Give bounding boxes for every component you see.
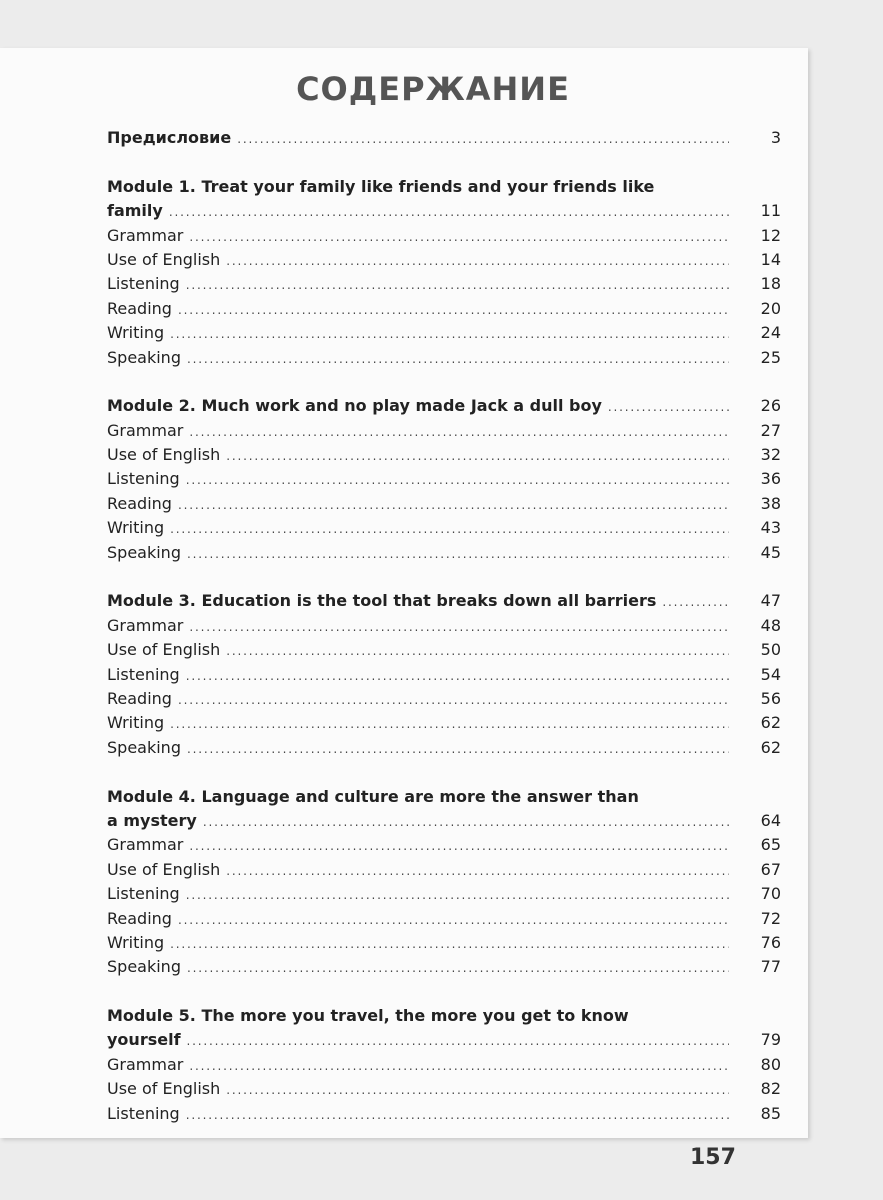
toc-entry [107,687,781,711]
toc-entry-page: 47 [760,591,781,611]
dot-leader [170,517,729,541]
spacer [107,565,781,589]
toc-entry [107,541,781,565]
toc-entry-label: Use of English [107,859,221,879]
toc-entry [107,711,781,735]
toc-entry-label: Use of English [107,640,221,660]
toc-entry-module [107,199,781,223]
dot-leader [203,810,729,834]
toc-entry-label: Use of English [107,1079,221,1099]
toc-entry-page: 50 [760,640,781,660]
toc-entry-page: 43 [760,518,781,538]
toc-entry-label: Reading [107,493,172,513]
toc-entry-label: Grammar [107,835,184,855]
dot-leader [186,883,729,907]
dot-leader [187,1029,729,1053]
toc-entry-module [107,394,781,418]
toc-entry-label: Grammar [107,420,184,440]
toc-entry-label: Speaking [107,347,181,367]
dot-leader [226,639,729,663]
toc-entry-page: 14 [760,249,781,269]
toc-entry-page: 62 [760,713,781,733]
dot-leader [186,664,729,688]
toc-entry-label: Speaking [107,737,181,757]
toc-entry-label: Listening [107,1103,180,1123]
dot-leader [189,1054,729,1078]
dot-leader [187,956,729,980]
dot-leader [170,712,729,736]
toc-entry-label: Listening [107,884,180,904]
toc-entry-page: 11 [760,201,781,221]
toc-entry [107,907,781,931]
toc-entry-label: Предисловие [107,128,232,147]
toc-entry-label: a mystery [107,810,197,830]
toc-entry-label: Reading [107,688,172,708]
dot-leader [226,444,729,468]
toc-entry [107,443,781,467]
toc-entry [107,297,781,321]
dot-leader [189,420,729,444]
dot-leader [226,859,729,883]
module-title: Module 4. Language and culture are more the answer than [107,786,639,806]
toc-entry-page: 32 [760,445,781,465]
toc-entry-label: Reading [107,298,172,318]
dot-leader [186,1103,729,1127]
toc-entry-page: 20 [760,298,781,318]
toc-entry-page: 12 [760,225,781,245]
spacer [107,150,781,174]
toc-entry-label: family [107,201,163,221]
dot-leader [186,273,729,297]
dot-leader [226,1078,729,1102]
spacer [107,980,781,1004]
toc-entry-page: 85 [760,1103,781,1123]
dot-leader [170,322,729,346]
table-of-contents [107,126,781,1126]
toc-entry [107,1053,781,1077]
toc-entry-label: Grammar [107,225,184,245]
dot-leader [187,737,729,761]
toc-entry-label: Module 3. Education is the tool that breaks down all barriers [107,591,657,611]
spacer [107,370,781,394]
dot-leader [178,298,729,322]
toc-entry-page: 27 [760,420,781,440]
toc-entry-page: 64 [760,810,781,830]
toc-entry-page: 82 [760,1079,781,1099]
module-title: Module 5. The more you travel, the more you get to know [107,1006,629,1026]
module-title: Module 1. Treat your family like friends and your friends like [107,176,655,196]
dot-leader [226,249,729,273]
toc-entry-label: Listening [107,469,180,489]
toc-entry-preface [107,126,781,150]
toc-entry-label: Writing [107,518,165,538]
toc-entry-label: Module 2. Much work and no play made Jack a dull boy [107,396,602,416]
dot-leader [178,688,729,712]
toc-entry-label: Writing [107,932,165,952]
toc-entry-page: 36 [760,469,781,489]
toc-entry-page: 3 [770,128,781,147]
toc-entry [107,833,781,857]
toc-entry [107,492,781,516]
dot-leader [608,395,729,419]
toc-entry [107,419,781,443]
toc-entry [107,736,781,760]
toc-entry [107,467,781,491]
toc-entry [107,638,781,662]
dot-leader [178,908,729,932]
toc-entry [107,272,781,296]
toc-entry-label: Listening [107,664,180,684]
toc-entry-page: 80 [760,1054,781,1074]
toc-entry-module [107,1028,781,1052]
page-number: 157 [690,1145,736,1170]
dot-leader [170,932,729,956]
toc-entry-label: Speaking [107,542,181,562]
toc-entry-page: 48 [760,615,781,635]
dot-leader [186,468,729,492]
dot-leader [187,347,729,371]
dot-leader [662,590,729,614]
toc-entry-page: 67 [760,859,781,879]
toc-entry-page: 65 [760,835,781,855]
toc-entry-page: 72 [760,908,781,928]
toc-entry [107,248,781,272]
toc-entry-label: Grammar [107,615,184,635]
dot-leader [189,615,729,639]
toc-entry [107,224,781,248]
spacer [107,760,781,784]
toc-entry-page: 25 [760,347,781,367]
toc-entry-label: Use of English [107,445,221,465]
dot-leader [187,542,729,566]
toc-entry-page: 77 [760,957,781,977]
toc-entry [107,346,781,370]
dot-leader [237,127,729,151]
toc-entry [107,1102,781,1126]
toc-entry-page: 24 [760,323,781,343]
toc-entry [107,663,781,687]
toc-entry-page: 54 [760,664,781,684]
toc-entry-label: Reading [107,908,172,928]
toc-entry-module [107,809,781,833]
toc-entry-page: 62 [760,737,781,757]
page-title: СОДЕРЖАНИЕ [296,70,570,108]
toc-entry-page: 26 [760,396,781,416]
toc-entry [107,931,781,955]
toc-entry-page: 18 [760,274,781,294]
toc-entry-module [107,589,781,613]
dot-leader [189,225,729,249]
dot-leader [189,834,729,858]
dot-leader [169,200,729,224]
toc-entry-label: Writing [107,713,165,733]
toc-entry [107,955,781,979]
toc-entry [107,614,781,638]
toc-entry-page: 38 [760,493,781,513]
toc-entry-label: Grammar [107,1054,184,1074]
toc-entry-page: 45 [760,542,781,562]
toc-entry-page: 56 [760,688,781,708]
toc-entry-label: Speaking [107,957,181,977]
toc-entry-label: yourself [107,1030,181,1050]
toc-entry-label: Writing [107,323,165,343]
toc-entry [107,858,781,882]
toc-entry [107,516,781,540]
toc-entry-label: Listening [107,274,180,294]
dot-leader [178,493,729,517]
toc-entry [107,882,781,906]
toc-entry [107,1077,781,1101]
toc-entry [107,321,781,345]
toc-entry-page: 76 [760,932,781,952]
toc-entry-page: 79 [760,1030,781,1050]
toc-entry-page: 70 [760,884,781,904]
toc-entry-label: Use of English [107,249,221,269]
